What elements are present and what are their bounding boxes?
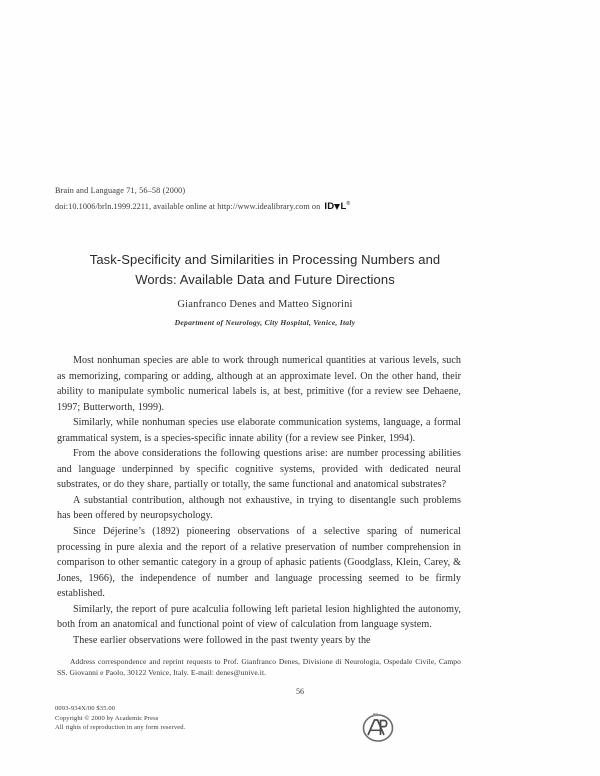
article-title [55, 250, 475, 290]
body-paragraph: Similarly, the report of pure acalculia following left parietal lesion highlighted the autonomy, both from an anatomical and functional point of view of calculation from language system. [57, 603, 461, 631]
journal-citation-line: Brain and Language 71, 56–58 (2000) [55, 186, 186, 195]
rights-reserved-line: All rights of reproduction in any form reserved. [55, 724, 186, 732]
body-paragraph: From the above considerations the following questions arise: are number processing abilities and language underpinned by specific cognitive systems, provided with dedicated neural substrates, or do they share, partially or totally, the same functional and anatomical substrates? [57, 448, 461, 491]
author-affiliation: Department of Neurology, City Hospital, Venice, Italy [174, 318, 356, 327]
registered-mark: ® [346, 200, 351, 207]
doi-text: doi:10.1006/brln.1999.2211, available online at http://www.idealibrary.com on [55, 201, 321, 211]
article-title-line-2: Words: Available Data and Future Directions [135, 272, 395, 287]
page-number: 56 [296, 687, 304, 696]
footnote-text: Address correspondence and reprint requests to Prof. Gianfranco Denes, Divisione di Neurologia, Ospedale Civile, Campo SS. Giovanni e Paolo, 30122 Venice, Italy. E-mail: denes@unive.it. [57, 657, 461, 678]
copyright-block [55, 704, 315, 733]
author-list: Gianfranco Denes and Matteo Signorini [177, 299, 353, 310]
article-body [57, 353, 461, 648]
correspondence-footnote [57, 656, 461, 678]
academic-press-logo [357, 707, 399, 749]
article-title-line-1: Task-Specificity and Similarities in Processing Numbers and [89, 252, 441, 267]
body-paragraph: Similarly, while nonhuman species use elaborate communication systems, language, a formal grammatical system, is a species-specific innate ability (for a review see Pinker, 1994). [57, 417, 461, 444]
ideal-logo: ID L® [324, 200, 351, 212]
body-paragraph: These earlier observations were followed in the past twenty years by the [73, 634, 371, 646]
body-paragraph: Since Déjerine’s (1892) pioneering observations of a selective sparing of numerical processing in pure alexia and the report of a relative preservation of number comprehension in comparison to other semantic category in a group of aphasic patients (Goodglass, Klein, Carey, & Jones, 1966), the independence of number and language processing seemed to be firmly established. [57, 526, 461, 600]
journal-header [55, 184, 475, 213]
doi-availability-line [55, 198, 475, 214]
body-paragraph: A substantial contribution, although not exhaustive, in trying to disentangle such problems has been offered by neuropsychology. [57, 494, 461, 522]
copyright-line: Copyright © 2000 by Academic Press [55, 714, 159, 722]
issn-price-line: 0093-934X/00 $35.00 [55, 705, 116, 712]
body-paragraph: Most nonhuman species are able to work through numerical quantities at various levels, such as memorizing, comparing or adding, although at an approximate level. On the other hand, their ability to manipulate symbolic numerical labels is, at best, primitive (for a review see Dehaene, 1997; Butterworth, 1999). [57, 355, 461, 413]
ideal-arrow-icon [334, 204, 340, 210]
